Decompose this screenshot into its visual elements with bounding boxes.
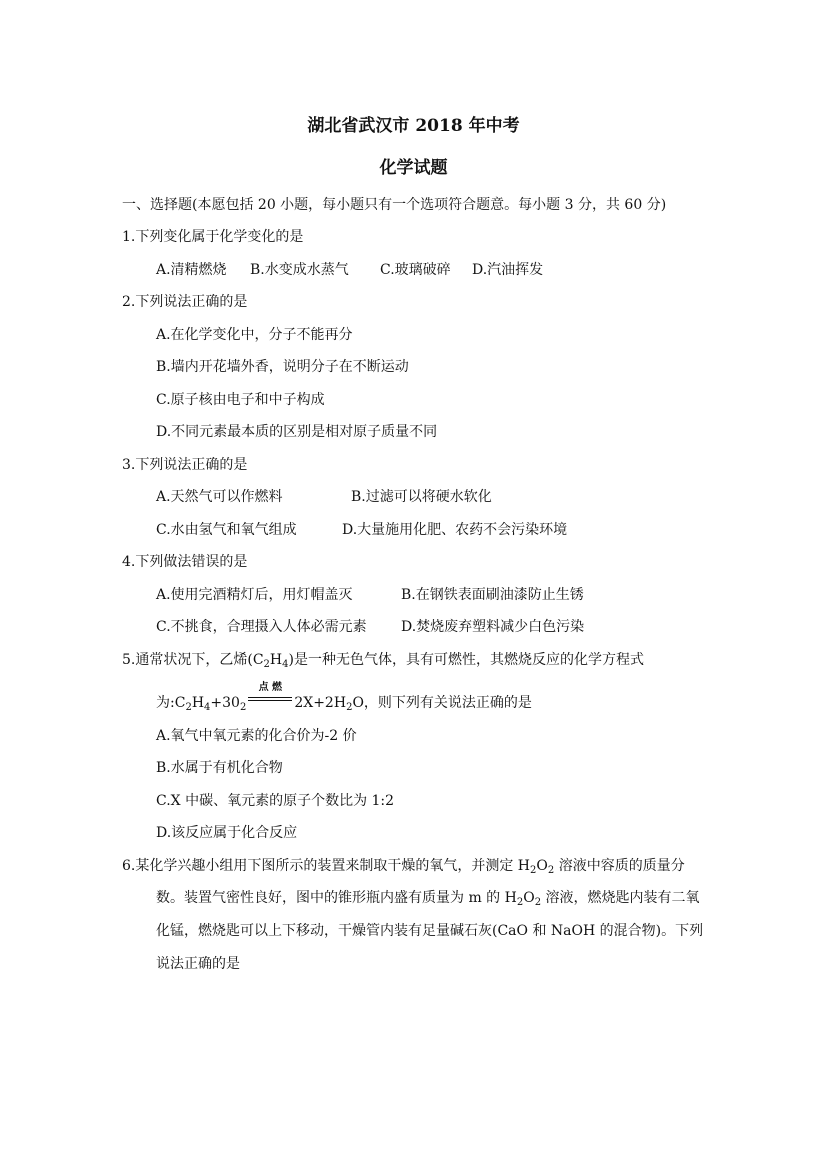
question-2-stem: 2.下列说法正确的是 bbox=[122, 294, 248, 310]
q5-stem-text-3: )是一种无色气体，具有可燃性，其燃烧反应的化学方程式 bbox=[288, 652, 644, 668]
q6-line2-text-2: O bbox=[523, 890, 535, 906]
eq-products: 2X+2H bbox=[294, 695, 347, 711]
question-6-line-2 bbox=[156, 889, 700, 907]
eq-oxygen-term: +30 bbox=[210, 695, 240, 711]
q6-line2-text-3: 溶液，燃烧匙内装有二氧 bbox=[541, 890, 700, 906]
question-4-option-a: A.使用完酒精灯后，用灯帽盖灭 bbox=[156, 587, 353, 603]
question-4-option-b: B.在钢铁表面刷油漆防止生锈 bbox=[401, 587, 584, 603]
question-2-option-d: D.不同元素最本质的区别是相对原子质量不同 bbox=[156, 424, 438, 440]
question-5-equation bbox=[156, 682, 532, 713]
q6-line1-text-1: 6.某化学兴趣小组用下图所示的装置来制取干燥的氧气，并测定 H bbox=[122, 858, 531, 874]
q6-line2-subscript-1: 2 bbox=[516, 897, 524, 908]
question-5-option-d: D.该反应属于化合反应 bbox=[156, 825, 298, 841]
q5-stem-subscript-1: 2 bbox=[263, 659, 270, 670]
reaction-condition-label: 点 燃 bbox=[258, 682, 283, 693]
q5-stem-text-2: H bbox=[269, 652, 283, 668]
q6-line1-text-2: O bbox=[536, 858, 548, 874]
eq-hydrogen: H bbox=[191, 695, 205, 711]
question-3-option-d: D.大量施用化肥、农药不会污染环境 bbox=[342, 522, 568, 538]
question-5-stem bbox=[122, 651, 644, 669]
eq-subscript-2: 4 bbox=[204, 702, 211, 713]
question-3-stem: 3.下列说法正确的是 bbox=[122, 457, 248, 473]
equals-line-bottom bbox=[248, 700, 292, 701]
question-1-stem: 1.下列变化属于化学变化的是 bbox=[122, 229, 304, 245]
eq-prefix: 为:C bbox=[156, 695, 186, 711]
question-4-option-d: D.焚烧废弃塑料减少白色污染 bbox=[401, 619, 585, 635]
section-heading: 一、选择题(本愿包括 20 小题，每小题只有一个选项符合题意。每小题 3 分，共 60 分) bbox=[122, 197, 667, 213]
exam-title: 湖北省武汉市 2018 年中考 bbox=[307, 116, 520, 136]
question-3-option-b: B.过滤可以将硬水软化 bbox=[351, 489, 492, 505]
eq-subscript-3: 2 bbox=[239, 702, 247, 713]
question-3-option-a: A.天然气可以作燃料 bbox=[156, 489, 283, 505]
question-2-option-c: C.原子核由电子和中子构成 bbox=[156, 392, 325, 408]
q6-line1-subscript-2: 2 bbox=[547, 865, 555, 876]
exam-subtitle: 化学试题 bbox=[379, 158, 448, 178]
question-6-line-1 bbox=[122, 857, 685, 875]
question-1-option-b: B.水变成水蒸气 bbox=[250, 262, 349, 278]
q6-line2-text-1: 数。装置气密性良好，图中的锥形瓶内盛有质量为 m 的 H bbox=[156, 890, 517, 906]
question-5-option-b: B.水属于有机化合物 bbox=[156, 760, 283, 776]
reaction-condition-arrow bbox=[248, 682, 292, 710]
eq-subscript-4: 2 bbox=[346, 702, 353, 713]
question-2-option-a: A.在化学变化中，分子不能再分 bbox=[156, 327, 353, 343]
question-5-option-c: C.X 中碳、氧元素的原子个数比为 1:2 bbox=[156, 793, 395, 809]
question-6-line-3: 化锰，燃烧匙可以上下移动，干燥管内装有足量碱石灰(CaO 和 NaOH 的混合物)。下列 bbox=[156, 923, 704, 939]
q5-stem-subscript-2: 4 bbox=[282, 659, 289, 670]
equals-line-top bbox=[248, 697, 292, 698]
question-4-option-c: C.不挑食，合理摄入人体必需元素 bbox=[156, 619, 367, 635]
q6-line2-subscript-2: 2 bbox=[534, 897, 542, 908]
question-2-option-b: B.墙内开花墙外香，说明分子在不断运动 bbox=[156, 359, 409, 375]
q6-line1-subscript-1: 2 bbox=[530, 865, 537, 876]
question-6-line-4: 说法正确的是 bbox=[156, 956, 240, 972]
question-1-option-d: D.汽油挥发 bbox=[472, 262, 544, 278]
eq-subscript-1: 2 bbox=[185, 702, 192, 713]
question-4-stem: 4.下列做法错误的是 bbox=[122, 554, 248, 570]
question-1-option-c: C.玻璃破碎 bbox=[380, 262, 451, 278]
eq-suffix: O，则下列有关说法正确的是 bbox=[352, 695, 532, 711]
question-1-option-a: A.清精燃烧 bbox=[156, 262, 227, 278]
question-5-option-a: A.氧气中氧元素的化合价为-2 价 bbox=[156, 728, 357, 744]
q5-stem-text-1: 5.通常状况下，乙烯(C bbox=[122, 652, 264, 668]
q6-line1-text-3: 溶液中容质的质量分 bbox=[554, 858, 685, 874]
question-3-option-c: C.水由氢气和氧气组成 bbox=[156, 522, 297, 538]
